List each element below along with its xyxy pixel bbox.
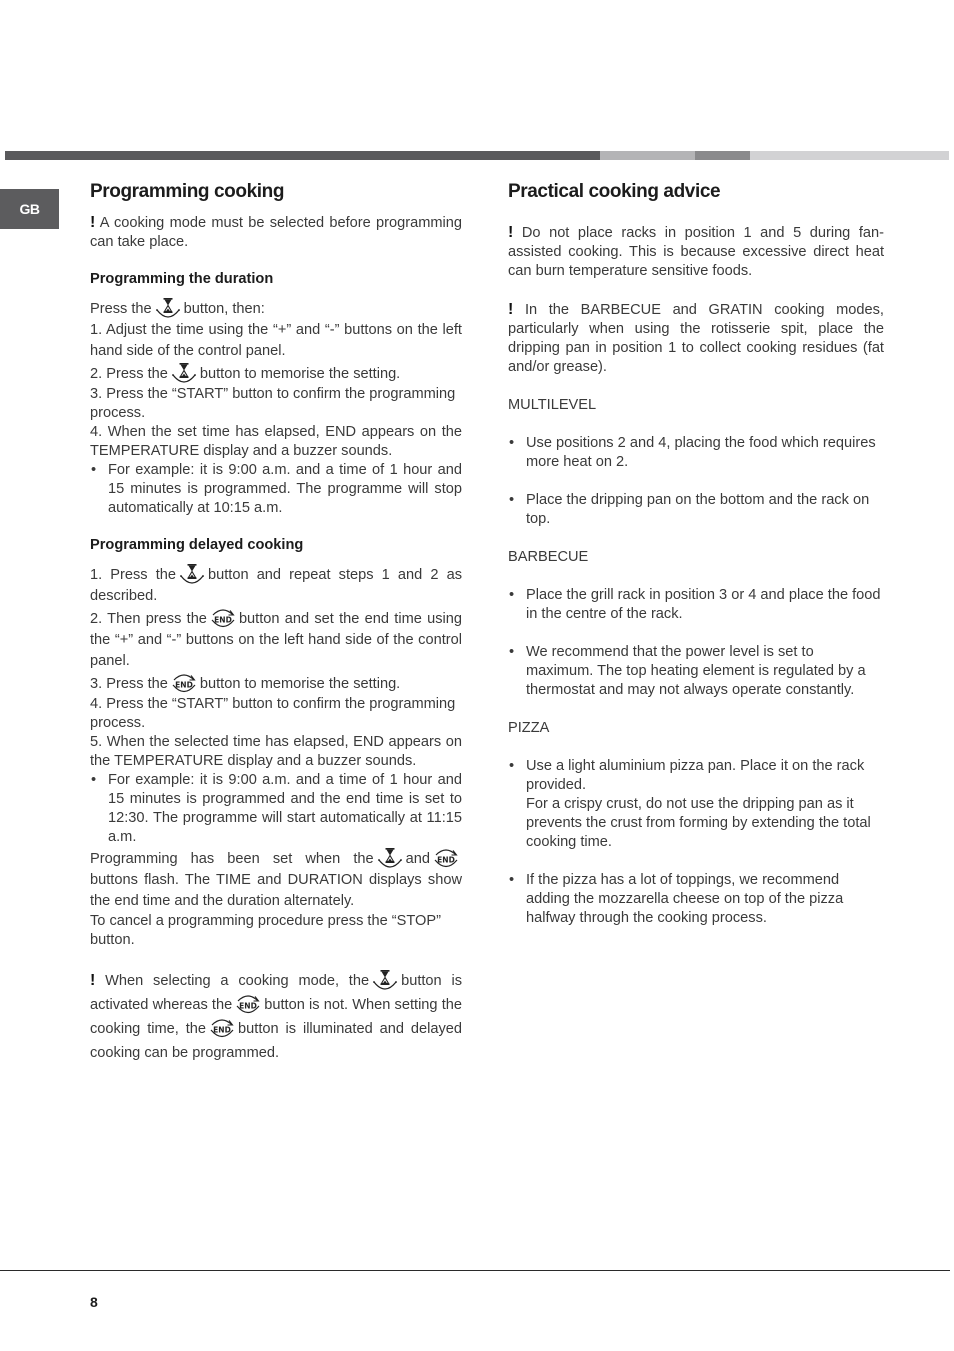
mode-note: [90, 969, 462, 1065]
end-button-icon: [433, 847, 459, 869]
text: 2. Press the: [90, 366, 168, 382]
list-item: • For example: it is 9:00 a.m. and a time of 1 hour and 15 minutes is programmed and the end time is set to 12:30. The programme will start automatically at 11:15 a.m.: [90, 771, 462, 847]
exclamation-mark: !: [90, 972, 96, 989]
color-bar-segment: [750, 151, 949, 160]
spacer: [508, 377, 884, 396]
text: 1. Press the: [90, 567, 176, 583]
intro-text: A cooking mode must be selected before programming can take place.: [90, 215, 462, 250]
list-item: • Use positions 2 and 4, placing the food which requires more heat on 2.: [508, 434, 884, 472]
spacer: [508, 529, 884, 548]
barbecue-gratin-note: [508, 300, 884, 377]
spacer: [508, 700, 884, 719]
delayed-step-4: 4. Press the “START” button to confirm the programming process.: [90, 696, 456, 731]
end-button-icon: [235, 993, 261, 1015]
top-color-bar: [5, 151, 949, 160]
duration-step-2: [90, 362, 462, 385]
hourglass-button-icon: [171, 362, 197, 384]
end-button-icon: [210, 607, 236, 629]
multilevel-heading: MULTILEVEL: [508, 397, 597, 413]
text: When selecting a cooking mode, the: [105, 973, 370, 989]
language-tab: GB: [0, 189, 59, 229]
right-column: [508, 180, 884, 928]
fan-note: [508, 223, 884, 281]
delayed-example-list: [90, 771, 462, 847]
page-number: 8: [90, 1294, 98, 1310]
delayed-step-3: [90, 672, 462, 695]
text: button, then:: [183, 301, 265, 317]
delayed-step-1: [90, 563, 462, 607]
list-item-continuation: For a crispy crust, do not use the dripping pan as it prevents the crust from forming by extending the total cooking time.: [526, 796, 871, 850]
cancel-text: To cancel a programming procedure press the “STOP” button.: [90, 913, 441, 948]
exclamation-mark: !: [508, 301, 514, 318]
spacer: [508, 472, 884, 491]
duration-step-1: 1. Adjust the time using the “+” and “-” buttons on the left hand side of the control panel.: [90, 322, 462, 359]
hourglass-button-icon: [155, 297, 181, 319]
text: button to memorise the setting.: [199, 676, 401, 692]
text: button and repeat steps 1 and 2 as described.: [90, 567, 462, 604]
text: button and set the end time using the “+” and “-” buttons on the left hand side of the control panel.: [90, 611, 462, 669]
spacer: [508, 281, 884, 300]
color-bar-segment: [5, 151, 600, 160]
spacer: [508, 567, 884, 586]
barbecue-heading: BARBECUE: [508, 549, 589, 565]
text: Press the: [90, 301, 152, 317]
list-item: • Use a light aluminium pizza pan. Place it on the rack provided.: [508, 757, 884, 795]
text: button to memorise the setting.: [199, 366, 401, 382]
delayed-heading: Programming delayed cooking: [90, 537, 304, 553]
footer-rule: [0, 1270, 950, 1271]
duration-press: [90, 297, 462, 320]
text: buttons flash. The TIME and DURATION displays show the end time and the duration alternately.: [90, 872, 462, 909]
list-item: • If the pizza has a lot of toppings, we recommend adding the mozzarella cheese on top of the pizza halfway through the cooking process.: [508, 871, 884, 928]
hourglass-button-icon: [179, 563, 205, 585]
programming-cooking-title: Programming cooking: [90, 181, 285, 202]
color-bar-segment: [600, 151, 695, 160]
pizza-list: [508, 757, 884, 928]
color-bar-segment: [695, 151, 750, 160]
text: button is illuminated and delayed cooking can be programmed.: [90, 1021, 462, 1061]
pizza-heading: PIZZA: [508, 720, 550, 736]
spacer: [508, 852, 884, 871]
delayed-step-2: [90, 607, 462, 672]
list-item: • For example: it is 9:00 a.m. and a time of 1 hour and 15 minutes is programmed. The programme will stop automatically at 10:15 a.m.: [90, 461, 462, 518]
text: Programming has been set when the: [90, 851, 374, 867]
hourglass-button-icon: [372, 969, 398, 991]
text: and: [405, 851, 430, 867]
spacer: [508, 624, 884, 643]
duration-example-list: [90, 461, 462, 518]
exclamation-mark: !: [508, 224, 514, 241]
text: 2. Then press the: [90, 611, 207, 627]
spacer: [508, 415, 884, 434]
barbecue-list: [508, 586, 884, 700]
list-item: • Place the grill rack in position 3 or 4 and place the food in the centre of the rack.: [508, 586, 884, 624]
exclamation-mark: !: [90, 214, 96, 231]
text: button is not. When setting the cooking time, the: [90, 997, 463, 1037]
practical-advice-title: Practical cooking advice: [508, 181, 721, 202]
list-item: • Place the dripping pan on the bottom and the rack on top.: [508, 491, 884, 529]
delayed-step-5: 5. When the selected time has elapsed, END appears on the TEMPERATURE display and a buzzer sounds.: [90, 734, 462, 769]
text: In the BARBECUE and GRATIN cooking modes, particularly when using the rotisserie spit, place the dripping pan in position 1 to collect cooking residues (fat and/or grease).: [508, 302, 884, 375]
spacer: [90, 950, 462, 969]
list-item: • We recommend that the power level is set to maximum. The top heating element is regulated by a thermostat and may not always operate constantly.: [508, 643, 884, 700]
duration-step-4: 4. When the set time has elapsed, END appears on the TEMPERATURE display and a buzzer sounds.: [90, 424, 462, 459]
duration-step-3: 3. Press the “START” button to confirm the programming process.: [90, 386, 456, 421]
multilevel-list: [508, 434, 884, 529]
end-button-icon: [209, 1017, 235, 1039]
left-column: [90, 180, 462, 1065]
programming-set-text: [90, 847, 462, 912]
text: button is activated whereas the: [90, 973, 463, 1013]
duration-heading: Programming the duration: [90, 271, 274, 287]
spacer: [508, 738, 884, 757]
text: Do not place racks in position 1 and 5 during fan-assisted cooking. This is because excessive direct heat can burn temperature sensitive foods.: [508, 225, 884, 279]
text: 3. Press the: [90, 676, 168, 692]
intro-note: [90, 213, 462, 252]
hourglass-button-icon: [377, 847, 403, 869]
end-button-icon: [171, 672, 197, 694]
